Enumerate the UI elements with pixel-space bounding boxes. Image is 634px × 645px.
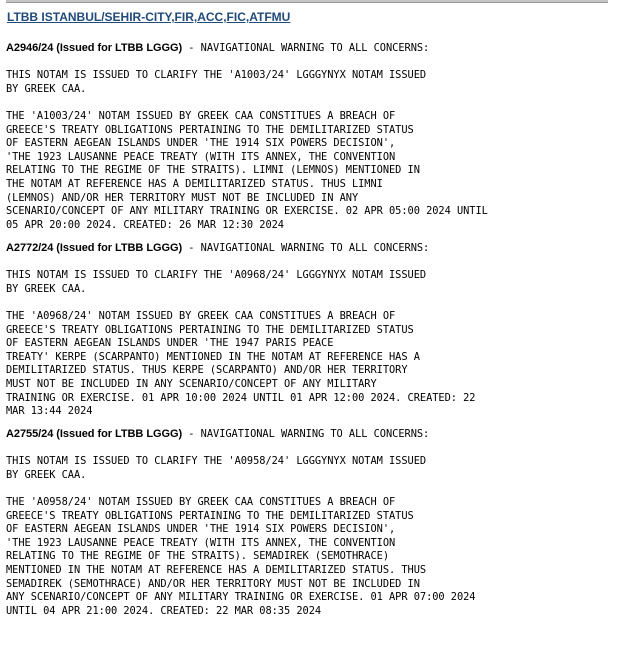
notam-subject: - NAVIGATIONAL WARNING TO ALL CONCERNS:	[182, 428, 430, 440]
notam-id: A2772/24 (Issued for LTBB LGGG)	[6, 242, 183, 254]
notam-entry	[6, 242, 626, 419]
notam-body: THIS NOTAM IS ISSUED TO CLARIFY THE 'A1003/24' LGGGYNYX NOTAM ISSUED BY GREEK CAA. THE 'A1003/24' NOTAM ISSUED BY GREEK CAA CONSTITUES A BREACH OF GREECE'S TREATY OBLIGATIONS PERTAINING TO THE DEMILITARIZED STATUS OF EASTERN AEGEAN ISLANDS UNDER 'THE 1914 SIX POWERS DECISION', 'THE 1923 LAUSANNE PEACE TREATY (WITH ITS ANNEX, THE CONVENTION RELATING TO THE REGIME OF THE STRAITS). LIMNI (LEMNOS) MENTIONED IN THE NOTAM AT REFERENCE HAS A DEMILITARIZED STATUS. THUS LIMNI (LEMNOS) AND/OR HER TERRITORY MUST NOT BE INCLUDED IN ANY SCENARIO/CONCEPT OF ANY MILITARY TRAINING OR EXERCISE. 02 APR 05:00 2024 UNTIL 05 APR 20:00 2024. CREATED: 26 MAR 12:30 2024	[6, 69, 488, 231]
notam-id: A2755/24 (Issued for LTBB LGGG)	[6, 428, 183, 440]
notam-body: THIS NOTAM IS ISSUED TO CLARIFY THE 'A0968/24' LGGGYNYX NOTAM ISSUED BY GREEK CAA. THE 'A0968/24' NOTAM ISSUED BY GREEK CAA CONSTITUES A BREACH OF GREECE'S TREATY OBLIGATIONS PERTAINING TO THE DEMILITARIZED STATUS OF EASTERN AEGEAN ISLANDS UNDER 'THE 1947 PARIS PEACE TREATY' KERPE (SCARPANTO) MENTIONED IN THE NOTAM AT REFERENCE HAS A DEMILITARIZED STATUS. THUS KERPE (SCARPANTO) AND/OR HER TERRITORY MUST NOT BE INCLUDED IN ANY SCENARIO/CONCEPT OF ANY MILITARY TRAINING OR EXERCISE. 01 APR 10:00 2024 UNTIL 01 APR 12:00 2024. CREATED: 22 MAR 13:44 2024	[6, 269, 476, 418]
notam-header	[6, 42, 626, 56]
notam-body: THIS NOTAM IS ISSUED TO CLARIFY THE 'A0958/24' LGGGYNYX NOTAM ISSUED BY GREEK CAA. THE 'A0958/24' NOTAM ISSUED BY GREEK CAA CONSTITUES A BREACH OF GREECE'S TREATY OBLIGATIONS PERTAINING TO THE DEMILITARIZED STATUS OF EASTERN AEGEAN ISLANDS UNDER 'THE 1914 SIX POWERS DECISION', 'THE 1923 LAUSANNE PEACE TREATY (WITH ITS ANNEX, THE CONVENTION RELATING TO THE REGIME OF THE STRAITS). SEMADIREK (SEMOTHRACE) MENTIONED IN THE NOTAM AT REFERENCE HAS A DEMILITARIZED STATUS. THUS SEMADIREK (SEMOTHRACE) AND/OR HER TERRITORY MUST NOT BE INCLUDED IN ANY SCENARIO/CONCEPT OF ANY MILITARY TRAINING OR EXERCISE. 01 APR 07:00 2024 UNTIL 04 APR 21:00 2024. CREATED: 22 MAR 08:35 2024	[6, 455, 476, 617]
notam-id: A2946/24 (Issued for LTBB LGGG)	[6, 42, 183, 54]
notam-entry	[6, 428, 626, 618]
notam-header	[6, 428, 626, 442]
notam-header	[6, 242, 626, 256]
notam-entry	[6, 42, 626, 232]
notam-subject: - NAVIGATIONAL WARNING TO ALL CONCERNS:	[182, 42, 430, 54]
notam-subject: - NAVIGATIONAL WARNING TO ALL CONCERNS:	[182, 242, 430, 254]
location-header-link[interactable]: LTBB ISTANBUL/SEHIR-CITY,FIR,ACC,FIC,ATFMU	[7, 10, 291, 24]
top-divider	[6, 0, 608, 3]
